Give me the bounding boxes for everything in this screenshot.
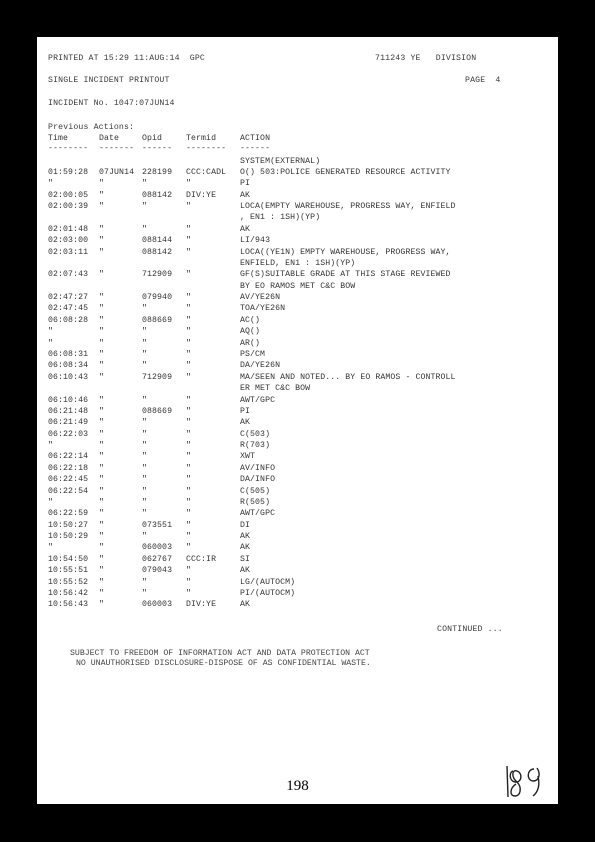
row-time-cell: 02:01:48: [48, 224, 89, 234]
row-term-cell: ": [186, 577, 192, 587]
row-term-cell: ": [186, 270, 192, 280]
row-opid-cell: ": [142, 429, 148, 439]
table-row: [37, 326, 558, 338]
row-date-cell: ": [99, 475, 105, 485]
table-row: [37, 303, 558, 315]
row-opid-cell: ": [142, 418, 148, 428]
table-row: [37, 190, 558, 202]
table-row: [37, 349, 558, 361]
page-indicator: PAGE 4: [465, 76, 501, 85]
table-row: [37, 588, 558, 600]
row-term-cell: ": [186, 327, 192, 337]
row-term-cell: ": [186, 202, 192, 211]
table-row: [37, 212, 558, 224]
row-date-cell: ": [99, 338, 105, 348]
row-opid-cell: ": [142, 463, 148, 473]
row-date-cell: ": [99, 350, 105, 359]
row-time-cell: ": [48, 327, 54, 337]
table-row: [37, 156, 558, 168]
row-opid-cell: ": [142, 224, 148, 234]
row-opid-cell: 088144: [142, 236, 173, 246]
handwritten-page-number: [503, 763, 555, 801]
row-time-cell: 06:22:18: [48, 463, 89, 473]
row-action-cell: AC(): [240, 315, 261, 325]
row-date-cell: 07JUN14: [99, 167, 135, 177]
row-opid-cell: ": [142, 304, 148, 314]
row-opid-cell: 088669: [142, 406, 173, 416]
row-date-cell: ": [99, 247, 105, 257]
foi-notice: SUBJECT TO FREEDOM OF INFORMATION ACT AND DATA PROTECTION ACT: [70, 649, 370, 658]
table-row: [37, 201, 558, 213]
row-time-cell: ": [48, 497, 54, 507]
row-date-cell: ": [99, 463, 105, 473]
row-time-cell: 10:50:27: [48, 520, 89, 530]
divider-time: --------: [48, 144, 89, 153]
row-term-cell: ": [186, 588, 192, 598]
row-term-cell: ": [186, 304, 192, 314]
divider-date: -------: [99, 144, 135, 153]
row-time-cell: 10:50:29: [48, 532, 89, 541]
row-time-cell: 06:21:48: [48, 406, 89, 416]
divider-action: ------: [240, 144, 271, 153]
row-opid-cell: ": [142, 509, 148, 519]
row-action-cell: BY EO RAMOS MET C&C BOW: [240, 281, 356, 291]
row-time-cell: 02:47:27: [48, 293, 89, 303]
column-header-action: ACTION: [240, 134, 271, 143]
row-opid-cell: 088142: [142, 190, 173, 200]
table-row: [37, 463, 558, 475]
row-time-cell: 02:03:11: [48, 247, 89, 257]
row-term-cell: DIV:YE: [186, 190, 217, 200]
row-term-cell: ": [186, 532, 192, 541]
incident-number: INCIDENT No. 1047:07JUN14: [48, 99, 175, 108]
row-opid-cell: ": [142, 350, 148, 359]
row-time-cell: 06:22:54: [48, 486, 89, 496]
row-action-cell: AQ(): [240, 327, 261, 337]
document-title: SINGLE INCIDENT PRINTOUT: [48, 76, 170, 85]
row-date-cell: ": [99, 497, 105, 507]
row-action-cell: DI: [240, 520, 251, 530]
row-time-cell: 06:22:14: [48, 452, 89, 462]
table-row: [37, 167, 558, 179]
row-term-cell: ": [186, 543, 192, 553]
row-date-cell: ": [99, 509, 105, 519]
row-date-cell: ": [99, 315, 105, 325]
table-row: [37, 178, 558, 190]
row-opid-cell: ": [142, 202, 148, 211]
row-opid-cell: ": [142, 588, 148, 598]
divider-opid: ------: [142, 144, 173, 153]
table-row: [37, 542, 558, 554]
row-term-cell: ": [186, 247, 192, 257]
row-date-cell: ": [99, 304, 105, 314]
row-date-cell: ": [99, 406, 105, 416]
table-row: [37, 281, 558, 293]
table-row: [37, 577, 558, 589]
row-opid-cell: 712909: [142, 372, 173, 382]
table-row: [37, 395, 558, 407]
row-action-cell: , EN1 : 1SH)(YP): [240, 213, 321, 223]
table-row: [37, 372, 558, 384]
row-date-cell: ": [99, 532, 105, 541]
row-action-cell: LI/943: [240, 236, 271, 246]
division-ref: 711243 YE DIVISION: [375, 54, 477, 63]
row-term-cell: ": [186, 179, 192, 189]
row-date-cell: ": [99, 566, 105, 576]
row-action-cell: R(703): [240, 441, 271, 450]
row-term-cell: ": [186, 293, 192, 303]
row-action-cell: O() 503:POLICE GENERATED RESOURCE ACTIVITY: [240, 167, 451, 177]
table-row: [37, 440, 558, 452]
row-date-cell: ": [99, 429, 105, 439]
row-opid-cell: ": [142, 361, 148, 371]
row-date-cell: ": [99, 270, 105, 280]
row-opid-cell: 712909: [142, 270, 173, 280]
row-action-cell: AK: [240, 543, 251, 553]
row-date-cell: ": [99, 520, 105, 530]
row-time-cell: ": [48, 543, 54, 553]
row-term-cell: ": [186, 406, 192, 416]
row-opid-cell: ": [142, 441, 148, 450]
table-row: [37, 508, 558, 520]
row-time-cell: 02:00:39: [48, 202, 89, 211]
divider-termid: --------: [186, 144, 227, 153]
table-row: [37, 292, 558, 304]
row-term-cell: ": [186, 463, 192, 473]
table-row: [37, 565, 558, 577]
row-term-cell: ": [186, 441, 192, 450]
row-time-cell: ": [48, 179, 54, 189]
row-term-cell: ": [186, 497, 192, 507]
row-action-cell: PS/CM: [240, 350, 266, 359]
row-opid-cell: ": [142, 475, 148, 485]
table-row: [37, 360, 558, 372]
row-action-cell: AK: [240, 190, 251, 200]
row-action-cell: LOCA((YE1N) EMPTY WAREHOUSE, PROGRESS WAY,: [240, 247, 451, 257]
table-row: [37, 224, 558, 236]
row-opid-cell: 088669: [142, 315, 173, 325]
row-action-cell: AWT/GPC: [240, 395, 276, 405]
row-action-cell: AK: [240, 532, 251, 541]
row-date-cell: ": [99, 395, 105, 405]
page-number: 198: [286, 778, 309, 794]
row-term-cell: DIV:YE: [186, 600, 217, 610]
table-row: [37, 269, 558, 281]
table-row: [37, 599, 558, 611]
row-action-cell: AK: [240, 224, 251, 234]
table-row: [37, 531, 558, 543]
row-opid-cell: 060003: [142, 543, 173, 553]
row-time-cell: 10:55:51: [48, 566, 89, 576]
table-row: [37, 235, 558, 247]
row-date-cell: ": [99, 372, 105, 382]
row-term-cell: ": [186, 224, 192, 234]
row-opid-cell: 079940: [142, 293, 173, 303]
row-action-cell: R(505): [240, 497, 271, 507]
row-term-cell: ": [186, 361, 192, 371]
row-action-cell: PI: [240, 179, 251, 189]
table-row: [37, 383, 558, 395]
row-term-cell: ": [186, 338, 192, 348]
table-row: [37, 429, 558, 441]
row-action-cell: SI: [240, 554, 251, 564]
row-time-cell: 06:22:59: [48, 509, 89, 519]
row-opid-cell: ": [142, 395, 148, 405]
row-time-cell: 10:55:52: [48, 577, 89, 587]
column-header-date: Date: [99, 134, 120, 143]
row-date-cell: ": [99, 293, 105, 303]
disclosure-notice: NO UNAUTHORISED DISCLOSURE-DISPOSE OF AS CONFIDENTIAL WASTE.: [76, 659, 371, 668]
row-term-cell: ": [186, 429, 192, 439]
row-opid-cell: ": [142, 486, 148, 496]
row-action-cell: AV/INFO: [240, 463, 276, 473]
table-row: [37, 554, 558, 566]
row-date-cell: ": [99, 543, 105, 553]
table-row: [37, 417, 558, 429]
column-header-opid: Opid: [142, 134, 163, 143]
row-action-cell: C(503): [240, 429, 271, 439]
column-header-termid: Termid: [186, 134, 217, 143]
row-term-cell: ": [186, 395, 192, 405]
row-date-cell: ": [99, 600, 105, 610]
row-time-cell: 06:21:49: [48, 418, 89, 428]
row-term-cell: ": [186, 566, 192, 576]
row-time-cell: 10:56:42: [48, 588, 89, 598]
row-time-cell: 06:10:46: [48, 395, 89, 405]
row-time-cell: 02:00:05: [48, 190, 89, 200]
row-date-cell: ": [99, 361, 105, 371]
row-opid-cell: ": [142, 327, 148, 337]
row-opid-cell: ": [142, 179, 148, 189]
row-term-cell: ": [186, 418, 192, 428]
row-term-cell: ": [186, 509, 192, 519]
row-opid-cell: 060003: [142, 600, 173, 610]
row-action-cell: PI: [240, 406, 251, 416]
row-term-cell: ": [186, 452, 192, 462]
row-opid-cell: ": [142, 532, 148, 541]
row-action-cell: C(505): [240, 486, 271, 496]
row-time-cell: 06:08:28: [48, 315, 89, 325]
row-action-cell: PI/(AUTOCM): [240, 588, 296, 598]
row-action-cell: ENFIELD, EN1 : 1SH)(YP): [240, 258, 356, 268]
row-opid-cell: ": [142, 338, 148, 348]
row-action-cell: DA/INFO: [240, 475, 276, 485]
row-action-cell: LG/(AUTOCM): [240, 577, 296, 587]
row-date-cell: ": [99, 327, 105, 337]
row-opid-cell: 079043: [142, 566, 173, 576]
row-opid-cell: 088142: [142, 247, 173, 257]
table-row: [37, 247, 558, 259]
row-action-cell: AV/YE26N: [240, 293, 281, 303]
header-divider: [37, 143, 558, 155]
row-time-cell: 06:08:34: [48, 361, 89, 371]
row-action-cell: LOCA(EMPTY WAREHOUSE, PROGRESS WAY, ENFIELD: [240, 202, 456, 211]
row-action-cell: AK: [240, 600, 251, 610]
row-time-cell: 06:08:31: [48, 350, 89, 359]
row-action-cell: XWT: [240, 452, 256, 462]
row-date-cell: ": [99, 202, 105, 211]
table-row: [37, 258, 558, 270]
row-time-cell: 02:03:00: [48, 236, 89, 246]
table-row: [37, 486, 558, 498]
table-row: [37, 474, 558, 486]
row-time-cell: ": [48, 338, 54, 348]
printed-at-line: PRINTED AT 15:29 11:AUG:14 GPC: [48, 54, 205, 63]
row-action-cell: DA/YE26N: [240, 361, 281, 371]
row-opid-cell: 073551: [142, 520, 173, 530]
row-action-cell: GF(S)SUITABLE GRADE AT THIS STAGE REVIEWED: [240, 270, 451, 280]
row-opid-cell: ": [142, 497, 148, 507]
row-date-cell: ": [99, 179, 105, 189]
row-time-cell: 06:10:43: [48, 372, 89, 382]
row-time-cell: 01:59:28: [48, 167, 89, 177]
row-date-cell: ": [99, 554, 105, 564]
row-time-cell: 06:22:45: [48, 475, 89, 485]
row-date-cell: ": [99, 577, 105, 587]
row-action-cell: AK: [240, 418, 251, 428]
table-row: [37, 451, 558, 463]
row-opid-cell: ": [142, 577, 148, 587]
row-time-cell: 10:54:50: [48, 554, 89, 564]
row-date-cell: ": [99, 224, 105, 234]
row-term-cell: ": [186, 475, 192, 485]
row-time-cell: 02:47:45: [48, 304, 89, 314]
row-date-cell: ": [99, 441, 105, 450]
row-action-cell: ER MET C&C BOW: [240, 384, 311, 394]
row-opid-cell: 228199: [142, 167, 173, 177]
row-term-cell: CCC:CADL: [186, 167, 227, 177]
row-time-cell: 10:56:43: [48, 600, 89, 610]
table-row: [37, 406, 558, 418]
row-time-cell: 02:07:43: [48, 270, 89, 280]
row-term-cell: CCC:IR: [186, 554, 217, 564]
table-row: [37, 497, 558, 509]
row-date-cell: ": [99, 486, 105, 496]
row-action-cell: TOA/YE26N: [240, 304, 286, 314]
row-opid-cell: ": [142, 452, 148, 462]
row-date-cell: ": [99, 190, 105, 200]
table-row: [37, 315, 558, 327]
row-time-cell: ": [48, 441, 54, 450]
column-header-time: Time: [48, 134, 69, 143]
row-opid-cell: 062767: [142, 554, 173, 564]
row-time-cell: 06:22:03: [48, 429, 89, 439]
document-page: [37, 37, 558, 804]
row-action-cell: SYSTEM(EXTERNAL): [240, 156, 321, 166]
row-action-cell: AR(): [240, 338, 261, 348]
row-action-cell: MA/SEEN AND NOTED... BY EO RAMOS - CONTROLL: [240, 372, 456, 382]
row-date-cell: ": [99, 418, 105, 428]
row-term-cell: ": [186, 315, 192, 325]
row-term-cell: ": [186, 350, 192, 359]
row-term-cell: ": [186, 486, 192, 496]
row-date-cell: ": [99, 452, 105, 462]
row-date-cell: ": [99, 588, 105, 598]
row-action-cell: AK: [240, 566, 251, 576]
row-date-cell: ": [99, 236, 105, 246]
table-row: [37, 338, 558, 350]
previous-actions-label: Previous Actions:: [48, 123, 135, 132]
table-row: [37, 520, 558, 532]
row-term-cell: ": [186, 236, 192, 246]
row-term-cell: ": [186, 372, 192, 382]
row-action-cell: AWT/GPC: [240, 509, 276, 519]
row-term-cell: ": [186, 520, 192, 530]
continued-label: CONTINUED ...: [437, 625, 503, 634]
